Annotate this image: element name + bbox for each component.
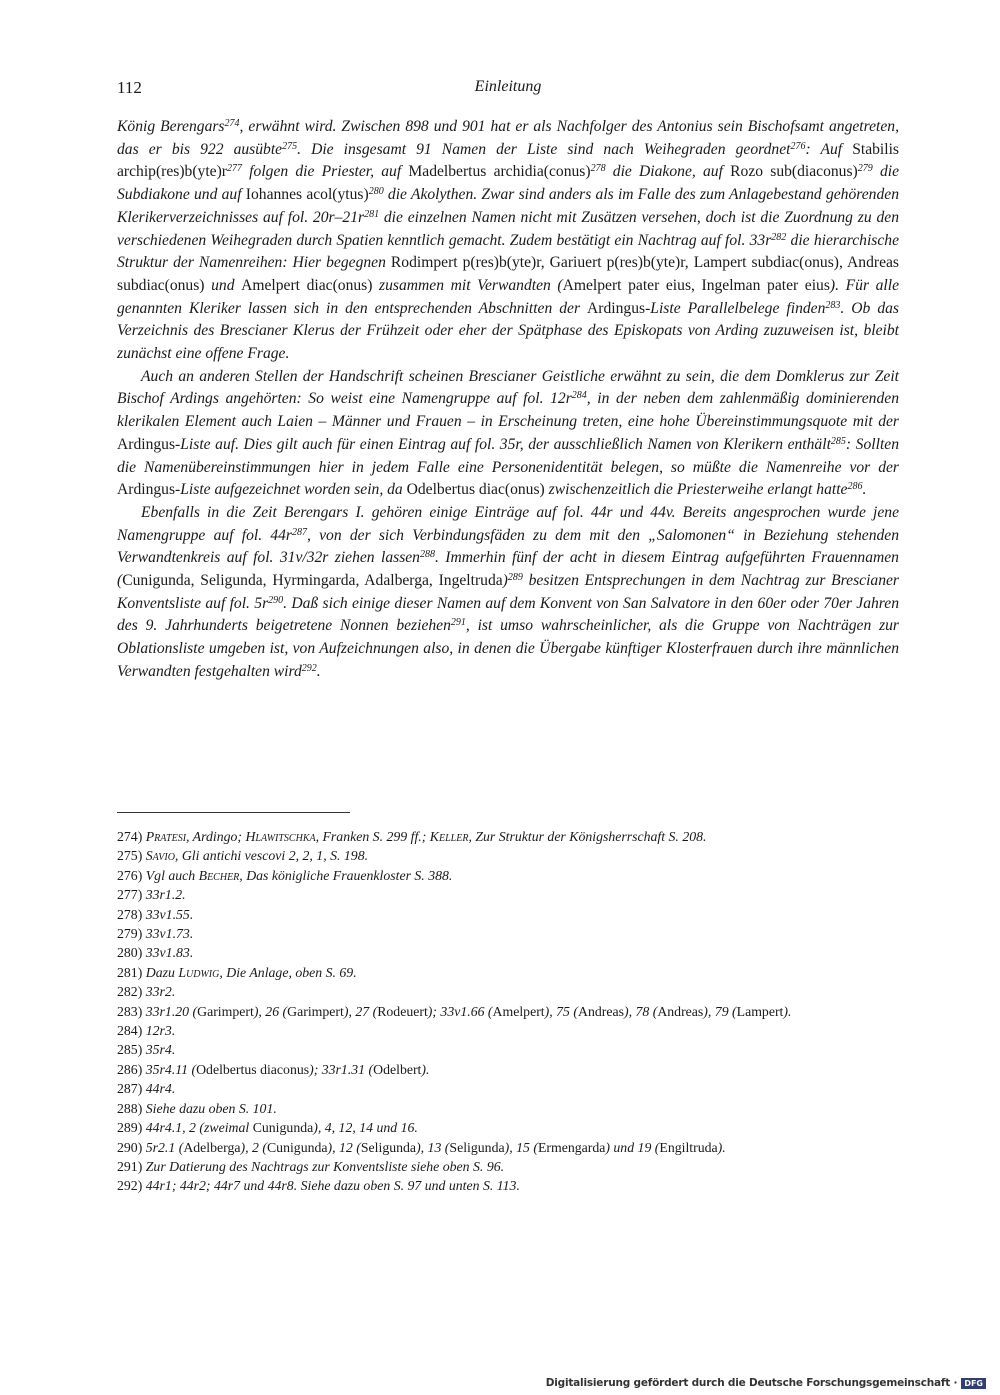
footnote-number: 290)	[117, 1139, 143, 1155]
text-run: : Sollten die Namenübereinstimmungen hier in jedem Falle eine Personenidentität belegen, so müßte die Namenreihe vor der	[117, 435, 899, 476]
page-number: 112	[117, 78, 142, 97]
digitization-footer	[546, 1376, 986, 1390]
footnote-number: 280)	[117, 945, 143, 961]
text-run: ), 15 (	[504, 1139, 538, 1155]
text-run: ), 2 (	[240, 1139, 267, 1155]
footnote-287	[117, 1079, 899, 1098]
text-run: -Liste Parallelbelege finden	[645, 299, 826, 317]
footnote-ref: 275	[282, 140, 298, 152]
footnote-number: 276)	[117, 867, 143, 883]
text-run: die Subdiakone und auf	[117, 163, 900, 204]
source-name: Rodimpert p(res)b(yte)r, Gariuert p(res)b(yte)r, Lampert subdiac(onus), Andreas subdiac(onus)	[117, 254, 899, 294]
author-name: Keller	[429, 829, 469, 844]
source-name: Andreas	[657, 1003, 704, 1019]
text-run: 5r2.1 (	[145, 1139, 184, 1155]
text-run: folgen die Priester, auf	[241, 163, 409, 181]
source-name: Madelbertus archidia(conus)	[408, 163, 591, 181]
text-run: Zur Datierung des Nachtrags zur Konventsliste siehe oben S. 96.	[145, 1158, 505, 1174]
footnote-274	[117, 827, 899, 846]
footnote-number: 278)	[117, 906, 143, 922]
text-run: -Liste aufgezeichnet worden sein, da	[175, 481, 407, 499]
text-run: , Die Anlage, oben S. 69.	[219, 964, 357, 980]
text-run: die hierarchische Struktur der Namenreihen: Hier begegnen	[117, 231, 899, 272]
page-header	[117, 78, 899, 102]
footnote-283	[117, 1002, 899, 1021]
text-run: König Berengars	[117, 118, 225, 135]
text-run: . Daß sich einige dieser Namen auf dem Konvent von San Salvatore in den 60er oder 70er Jahren des 9. Jahrhunderts beigetretene Nonnen beziehen	[117, 594, 899, 635]
footnote-277	[117, 885, 899, 904]
footnote-number: 283)	[117, 1003, 143, 1019]
footnote-number: 292)	[117, 1178, 143, 1194]
footer-text: Digitalisierung gefördert durch die Deutsche Forschungsgemeinschaft ·	[545, 1377, 958, 1389]
paragraph-3	[117, 502, 899, 684]
footnote-ref: 284	[571, 390, 587, 402]
text-run: , Das königliche Frauenkloster S. 388.	[239, 867, 453, 883]
footnote-279	[117, 924, 899, 943]
author-name: Pratesi	[145, 829, 187, 844]
text-run: ), 79 (	[703, 1003, 737, 1019]
paragraph-1	[117, 116, 899, 366]
text-run: zwischenzeitlich die Priesterweihe erlangt hatte	[544, 481, 848, 499]
text-run: 44r1; 44r2; 44r7 und 44r8. Siehe dazu oben S. 97 und unten S. 113.	[145, 1178, 520, 1194]
source-name: Odelbertus diaconus	[196, 1061, 310, 1077]
dfg-logo-icon: DFG	[961, 1378, 986, 1389]
source-name: Rodeuert	[377, 1003, 428, 1019]
text-run: .	[316, 662, 321, 680]
source-name: Stabilis archip(res)b(yte)r	[117, 140, 899, 181]
source-name: Amelpert diac(onus)	[241, 276, 373, 294]
text-run: 33v1.55.	[145, 906, 194, 922]
text-run: 35r4.11 (	[145, 1061, 197, 1077]
source-name: Andreas	[577, 1003, 624, 1019]
main-text	[117, 116, 899, 684]
footnote-number: 287)	[117, 1081, 143, 1097]
author-name: Hlawitschka	[245, 829, 316, 844]
footnote-number: 282)	[117, 984, 143, 1000]
footnote-number: 274)	[117, 829, 143, 844]
text-run: 12r3.	[145, 1023, 176, 1039]
footnote-ref: 280	[368, 186, 384, 198]
text-run: Ebenfalls in die Zeit Berengars I. gehören einige Einträge auf fol. 44r und 44v. Bereits angesprochen wurde jene Namengruppe auf fol. 44r	[117, 503, 899, 544]
text-run: die Diakone, auf	[605, 163, 731, 181]
footnote-ref: 287	[291, 526, 307, 538]
source-name: Ermengarda	[537, 1139, 606, 1155]
footnote-ref: 274	[224, 118, 240, 129]
footnote-number: 291)	[117, 1158, 143, 1174]
footnote-276	[117, 866, 899, 885]
text-run: 33v1.73.	[145, 926, 194, 942]
text-run: 33r2.	[145, 984, 176, 1000]
text-run: , von der sich Verbindungsfäden zu dem mit den „Salomonen“ in Beziehung stehenden Verwandtenkreis auf fol. 31v/32r ziehen lassen	[117, 526, 899, 567]
text-run: ) und 19 (	[605, 1139, 660, 1155]
text-run: : Auf	[805, 140, 853, 158]
text-run: ), 4, 12, 14 und 16.	[313, 1120, 418, 1136]
source-name: Amelpert pater eius, Ingelman pater eius	[562, 276, 830, 294]
source-name: Cunigunda	[252, 1120, 314, 1136]
footnote-285	[117, 1040, 899, 1059]
text-run: Vgl auch	[145, 867, 199, 883]
text-run: -Liste auf. Dies gilt auch für einen Eintrag auf fol. 35r, der ausschließlich Namen von Klerikern enthält	[175, 435, 831, 453]
footnote-number: 286)	[117, 1061, 143, 1077]
text-run: , in der neben dem zahlenmäßig dominierenden klerikalen Element auch Laien – Männer und Frauen – in Erscheinung treten, eine hohe Übereinstimmungsquote mit der	[117, 390, 899, 431]
source-name: Adelberga	[183, 1139, 241, 1155]
text-run: Auch an anderen Stellen der Handschrift scheinen Brescianer Geistliche erwähnt zu sein, die dem Domklerus zur Zeit Bischof Ardings angehörten: So weist eine Namengruppe auf fol. 12r	[117, 367, 899, 408]
source-name: Amelpert	[492, 1003, 545, 1019]
author-name: Becher	[198, 867, 240, 883]
source-name: Cunigunda, Seligunda, Hyrmingarda, Adalberga, Ingeltruda	[122, 572, 503, 590]
footnote-ref: 292	[301, 662, 317, 674]
footnote-ref: 289	[507, 572, 523, 584]
footnote-278	[117, 905, 899, 924]
footnote-ref: 285	[830, 435, 846, 447]
source-name: Garimpert	[197, 1003, 254, 1019]
text-run: die Akolythen. Zwar sind anders als im Falle des zum Anlagebestand gehörenden Klerikerverzeichnisses auf fol. 20r–21r	[117, 186, 899, 226]
text-run: und	[204, 276, 242, 294]
text-run: 44r4.	[145, 1081, 176, 1097]
source-name: Iohannes acol(ytus)	[245, 186, 369, 204]
text-run: Siehe dazu oben S. 101.	[145, 1100, 277, 1116]
footnote-281	[117, 963, 899, 982]
text-run: 33r1.2.	[145, 887, 186, 903]
footnote-number: 289)	[117, 1120, 143, 1136]
text-run: , Ardingo;	[186, 829, 246, 844]
footnote-number: 279)	[117, 926, 143, 942]
footnote-number: 284)	[117, 1023, 143, 1039]
text-run: zusammen mit Verwandten (	[372, 276, 563, 294]
footnote-ref: 290	[268, 594, 284, 606]
footnote-ref: 278	[590, 163, 606, 175]
text-run: ), 13 (	[416, 1139, 450, 1155]
footnote-ref: 288	[419, 549, 435, 561]
source-name: Seligunda	[449, 1139, 505, 1155]
text-run: ).	[717, 1139, 726, 1155]
text-run: , Franken S. 299 ff.;	[315, 829, 430, 844]
text-run: 33r1.20 (	[145, 1003, 198, 1019]
footnote-289	[117, 1118, 899, 1137]
footnote-ref: 282	[771, 231, 787, 243]
footnote-284	[117, 1021, 899, 1040]
footnote-275	[117, 846, 899, 865]
footnote-290	[117, 1138, 899, 1157]
text-run: , ist umso wahrscheinlicher, als die Gruppe von Nachträgen zur Oblationsliste umgeben ist, von Aufzeichnungen also, in denen die Übergabe künftiger Klosterfrauen durch ihre männlichen Verwandten festgehalten wird	[117, 617, 899, 680]
footnote-ref: 279	[857, 163, 873, 175]
text-run: 35r4.	[145, 1042, 176, 1058]
text-run: ).	[421, 1061, 430, 1077]
footnote-292	[117, 1176, 899, 1195]
footnote-number: 281)	[117, 964, 143, 980]
source-name: Ardingus	[117, 435, 176, 453]
footnote-ref: 276	[790, 140, 806, 152]
text-run: . Ob das Verzeichnis des Brescianer Klerus der Frühzeit oder eher der Spätphase des Episkopats von Arding zuzuweisen ist, bleibt zunächst eine offene Frage.	[117, 299, 900, 363]
text-run: ); 33r1.31 (	[309, 1061, 374, 1077]
footnote-ref: 277	[226, 163, 242, 175]
text-run: besitzen Entsprechungen in dem Nachtrag zur Brescianer Konventsliste auf fol. 5r	[117, 572, 899, 612]
author-name: Savio	[145, 848, 175, 864]
text-run: die einzelnen Namen nicht mit Zusätzen versehen, doch ist die Zuordnung zu den verschiedenen Weihegraden durch Spatien kenntlich gemacht. Zudem bestätigt ein Nachtrag auf fol. 33r	[117, 208, 899, 249]
text-run: 44r4.1, 2 (zweimal	[145, 1120, 253, 1136]
text-run: , erwähnt wird. Zwischen 898 und 901 hat er als Nachfolger des Antonius sein Bischofsamt angetreten, das er bis 922 ausübte	[117, 118, 899, 158]
footnote-number: 288)	[117, 1100, 143, 1116]
footnote-number: 285)	[117, 1042, 143, 1058]
source-name: Rozo sub(diaconus)	[730, 163, 858, 181]
footnote-separator	[117, 812, 350, 813]
footnote-ref: 283	[825, 299, 841, 311]
text-run: , Gli antichi vescovi 2, 2, 1, S. 198.	[174, 848, 369, 864]
source-name: Ardingus	[587, 299, 646, 317]
text-run: Dazu	[145, 964, 179, 980]
text-run: )	[502, 572, 508, 590]
source-name: Cunigunda	[266, 1139, 328, 1155]
text-run: ); 33v1.66 (	[427, 1003, 493, 1019]
text-run: ), 75 (	[544, 1003, 578, 1019]
footnote-ref: 281	[364, 208, 380, 220]
text-run: ), 12 (	[327, 1139, 361, 1155]
footnote-number: 277)	[117, 887, 143, 903]
text-run: , Zur Struktur der Königsherrschaft S. 208.	[468, 829, 707, 844]
footnotes	[117, 827, 899, 1196]
paragraph-2	[117, 366, 899, 502]
text-run: .	[862, 481, 867, 499]
source-name: Lampert	[736, 1003, 784, 1019]
running-head: Einleitung	[474, 78, 542, 95]
footnote-number: 275)	[117, 848, 143, 864]
footnote-286	[117, 1060, 899, 1079]
source-name: Odelbertus diac(onus)	[406, 481, 545, 499]
text-run: . Immerhin fünf der acht in diesem Eintrag aufgeführten Frauennamen (	[117, 549, 899, 590]
text-run: ), 27 (	[343, 1003, 378, 1019]
text-run: ).	[783, 1003, 792, 1019]
text-run: ), 78 (	[623, 1003, 658, 1019]
footnote-280	[117, 943, 899, 962]
source-name: Garimpert	[287, 1003, 344, 1019]
author-name: Ludwig	[178, 964, 220, 980]
source-name: Seligunda	[360, 1139, 417, 1155]
text-run: ). Für alle genannten Kleriker lassen sich in den entsprechenden Abschnitten der	[117, 276, 900, 317]
source-name: Engiltruda	[659, 1139, 718, 1155]
text-run: 33v1.83.	[145, 945, 194, 961]
footnote-288	[117, 1099, 899, 1118]
source-name: Ardingus	[117, 481, 176, 499]
footnote-ref: 286	[847, 481, 863, 493]
text-run: . Die insgesamt 91 Namen der Liste sind nach Weihegraden geordnet	[297, 140, 791, 158]
text-run: ), 26 (	[253, 1003, 288, 1019]
footnote-291	[117, 1157, 899, 1176]
source-name: Odelbert	[373, 1061, 422, 1077]
footnote-ref: 291	[450, 617, 466, 629]
footnote-282	[117, 982, 899, 1001]
